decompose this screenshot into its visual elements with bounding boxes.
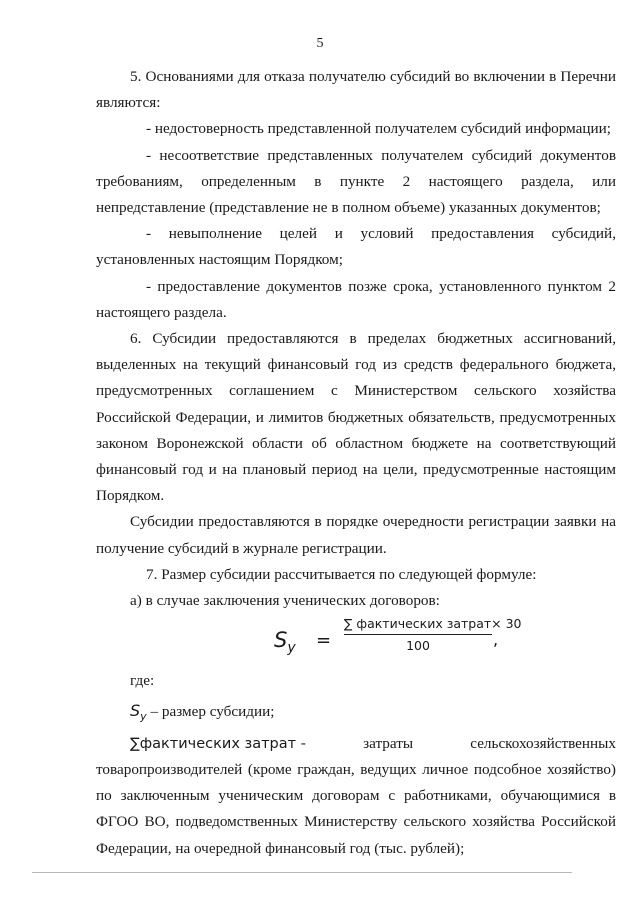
definition-sum-first-line (96, 731, 616, 757)
document-body (96, 64, 616, 862)
definition-sum-rest: товаропроизводителей (кроме граждан, ведущих личное подсобное хозяйство) по заключенным ученическим договорам с работниками, обучающимися в ФГОО ВО, подведомственных Министерству сельского хозяйства Российской Федерации, на очередной финансовый год (тыс. рублей); (96, 761, 616, 857)
bottom-scan-line (32, 872, 572, 873)
list-item-late-documents: - предоставление документов позже срока, установленного пунктом 2 настоящего раздела. (96, 277, 616, 321)
paragraph-5: 5. Основаниями для отказа получателю субсидий во включении в Перечни являются: (96, 68, 616, 112)
list-item-noncompliant-documents: - несоответствие представленных получателем субсидий документов требованиям, определенным в пункте 2 настоящего раздела, или непредставление (представление не в полном объеме) указанных документов; (96, 146, 616, 217)
formula-lhs: $S_y$ (274, 628, 296, 657)
list-item-unmet-conditions: - невыполнение целей и условий предоставления субсидий, установленных настоящим Порядком; (96, 225, 616, 269)
subsidy-formula (96, 616, 616, 668)
definition-sy: $S_y$ – размер субсидии; (130, 701, 275, 724)
formula-equals: = (316, 630, 332, 652)
where-label: где: (130, 672, 155, 690)
paragraph-6: 6. Субсидии предоставляются в пределах бюджетных ассигнований, выделенных на текущий финансовый год из средств федерального бюджета, предусмотренных соглашением с Министерством сельского хозяйства Российской Федерации, и лимитов бюджетных обязательств, предусмотренных законом Воронежской области об областном бюджете на соответствующий финансовый год и на плановый период на цели, предусмотренные настоящим Порядком. (96, 330, 616, 505)
page-number: 5 (316, 36, 324, 51)
formula-comma: , (493, 630, 499, 650)
definition-sum-word-1: затраты (363, 734, 414, 752)
paragraph-7: 7. Размер субсидии рассчитывается по следующей формуле: (146, 565, 537, 583)
paragraph-7a: а) в случае заключения ученических договоров: (130, 592, 440, 610)
formula-denominator: 100 (406, 638, 430, 654)
formula-numerator: ∑ фактических затрат× 30 (344, 616, 492, 635)
definition-sum-word-2: сельскохозяйственных (470, 734, 616, 752)
paragraph-order: Субсидии предоставляются в порядке очередности регистрации заявки на получение субсидий в журнале регистрации. (96, 513, 616, 557)
list-item-unreliable-info: - недостоверность представленной получателем субсидий информации; (146, 120, 611, 138)
definition-sum-term: ∑фактических затрат - (130, 735, 306, 752)
formula-fraction (344, 616, 522, 654)
